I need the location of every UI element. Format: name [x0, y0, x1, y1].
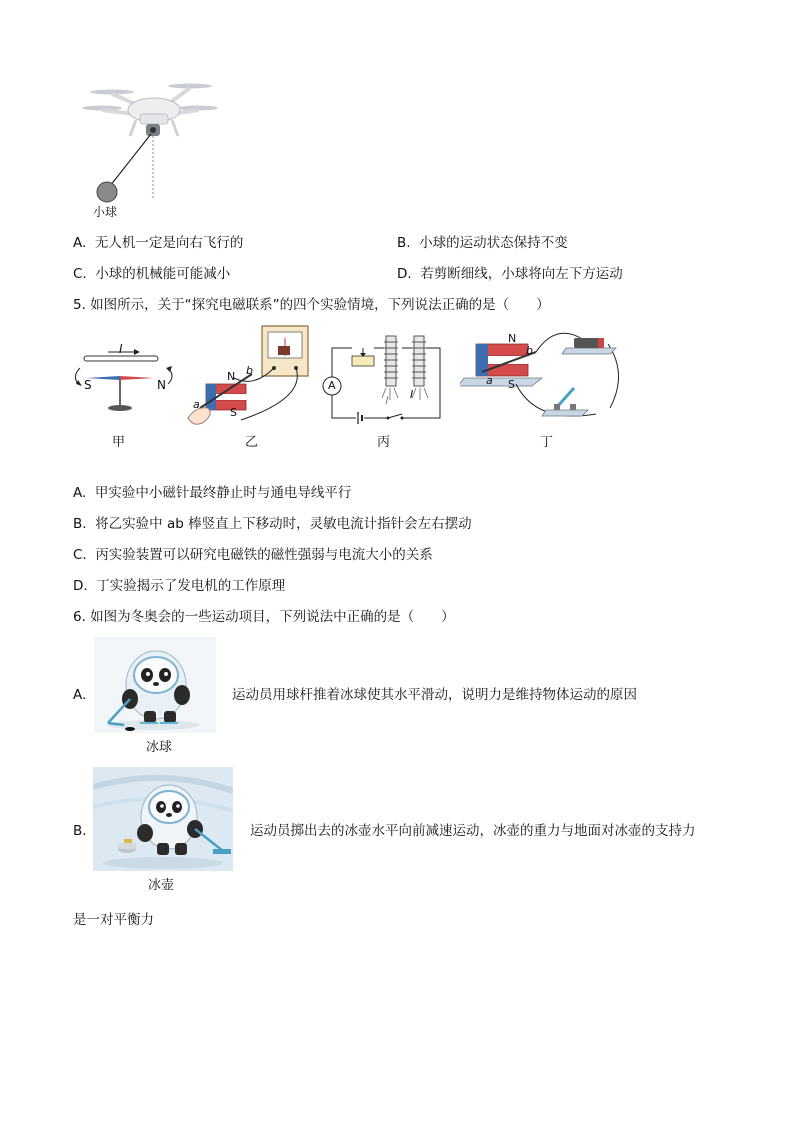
a-label: a [486, 374, 493, 387]
curling-image [93, 767, 233, 871]
b-label: b [246, 364, 253, 377]
option-letter: C. [73, 266, 87, 282]
experiment-ding [460, 330, 630, 430]
q6-stem: 6. 如图为冬奥会的一些运动项目，下列说法中正确的是（ ） [73, 609, 455, 625]
north-label: N [508, 332, 517, 345]
option-text: 小球的机械能可能减小 [95, 266, 231, 282]
option-letter: B. [397, 235, 411, 251]
q5-option-d [73, 577, 285, 595]
curling-caption: 冰壶 [148, 878, 175, 893]
option-letter: B. [73, 516, 87, 532]
q4-option-a [73, 234, 243, 252]
drone-illustration [80, 70, 230, 220]
q5-option-c [73, 546, 433, 564]
panda-mascot-hockey [94, 637, 216, 733]
experiment-bing [322, 330, 448, 430]
current-label: I [410, 388, 414, 401]
q6-option-a-text: 运动员用球杆推着冰球使其水平滑动，说明力是维持物体运动的原因 [232, 687, 637, 703]
q5-option-b [73, 515, 472, 533]
caption-bing: 丙 [377, 435, 391, 450]
option-letter: C. [73, 547, 87, 563]
ball-label: 小球 [93, 205, 118, 219]
option-letter: A. [73, 485, 87, 501]
q6-option-b-continuation: 是一对平衡力 [73, 912, 154, 928]
south-label: S [508, 378, 515, 391]
option-letter: A. [73, 235, 87, 251]
a-label: a [193, 398, 200, 411]
north-label: N [227, 370, 236, 383]
q4-option-c [73, 265, 230, 283]
option-text: 将乙实验中 ab 棒竖直上下移动时，灵敏电流计指针会左右摆动 [95, 516, 472, 532]
ammeter-label: A [328, 379, 336, 392]
q4-option-d [397, 265, 623, 283]
caption-ding: 丁 [540, 435, 554, 450]
current-label: I [119, 342, 123, 356]
q6-option-b-letter: B. [73, 823, 87, 839]
option-text: 小球的运动状态保持不变 [419, 235, 568, 251]
caption-jia: 甲 [112, 435, 126, 450]
q5-option-a [73, 484, 351, 502]
electromagnet-circuit [322, 330, 448, 430]
ice-hockey-image [94, 637, 216, 733]
q4-option-b [397, 234, 568, 252]
experiment-jia [68, 340, 188, 430]
experiment-yi [186, 322, 316, 430]
q6-option-b-text: 运动员掷出去的冰壶水平向前减速运动，冰壶的重力与地面对冰壶的支持力 [250, 823, 696, 839]
q5-stem: 5. 如图所示，关于“探究电磁联系”的四个实验情境，下列说法正确的是（ ） [73, 297, 550, 313]
option-text: 若剪断细线，小球将向左下方运动 [420, 266, 623, 282]
drone-figure [80, 70, 230, 220]
north-label: N [157, 378, 166, 392]
option-letter: D. [397, 266, 412, 282]
option-text: 丁实验揭示了发电机的工作原理 [96, 578, 286, 594]
option-text: 甲实验中小磁针最终静止时与通电导线平行 [94, 485, 352, 501]
option-letter: D. [73, 578, 88, 594]
caption-yi: 乙 [245, 435, 259, 450]
option-text: 丙实验装置可以研究电磁铁的磁性强弱与电流大小的关系 [95, 547, 433, 563]
south-label: S [230, 406, 237, 419]
option-text: 无人机一定是向右飞行的 [94, 235, 244, 251]
panda-mascot-curling [93, 767, 233, 871]
south-label: S [84, 378, 92, 392]
q6-option-a-letter: A. [73, 687, 87, 703]
ice-hockey-caption: 冰球 [146, 740, 173, 755]
b-label: b [526, 344, 533, 357]
